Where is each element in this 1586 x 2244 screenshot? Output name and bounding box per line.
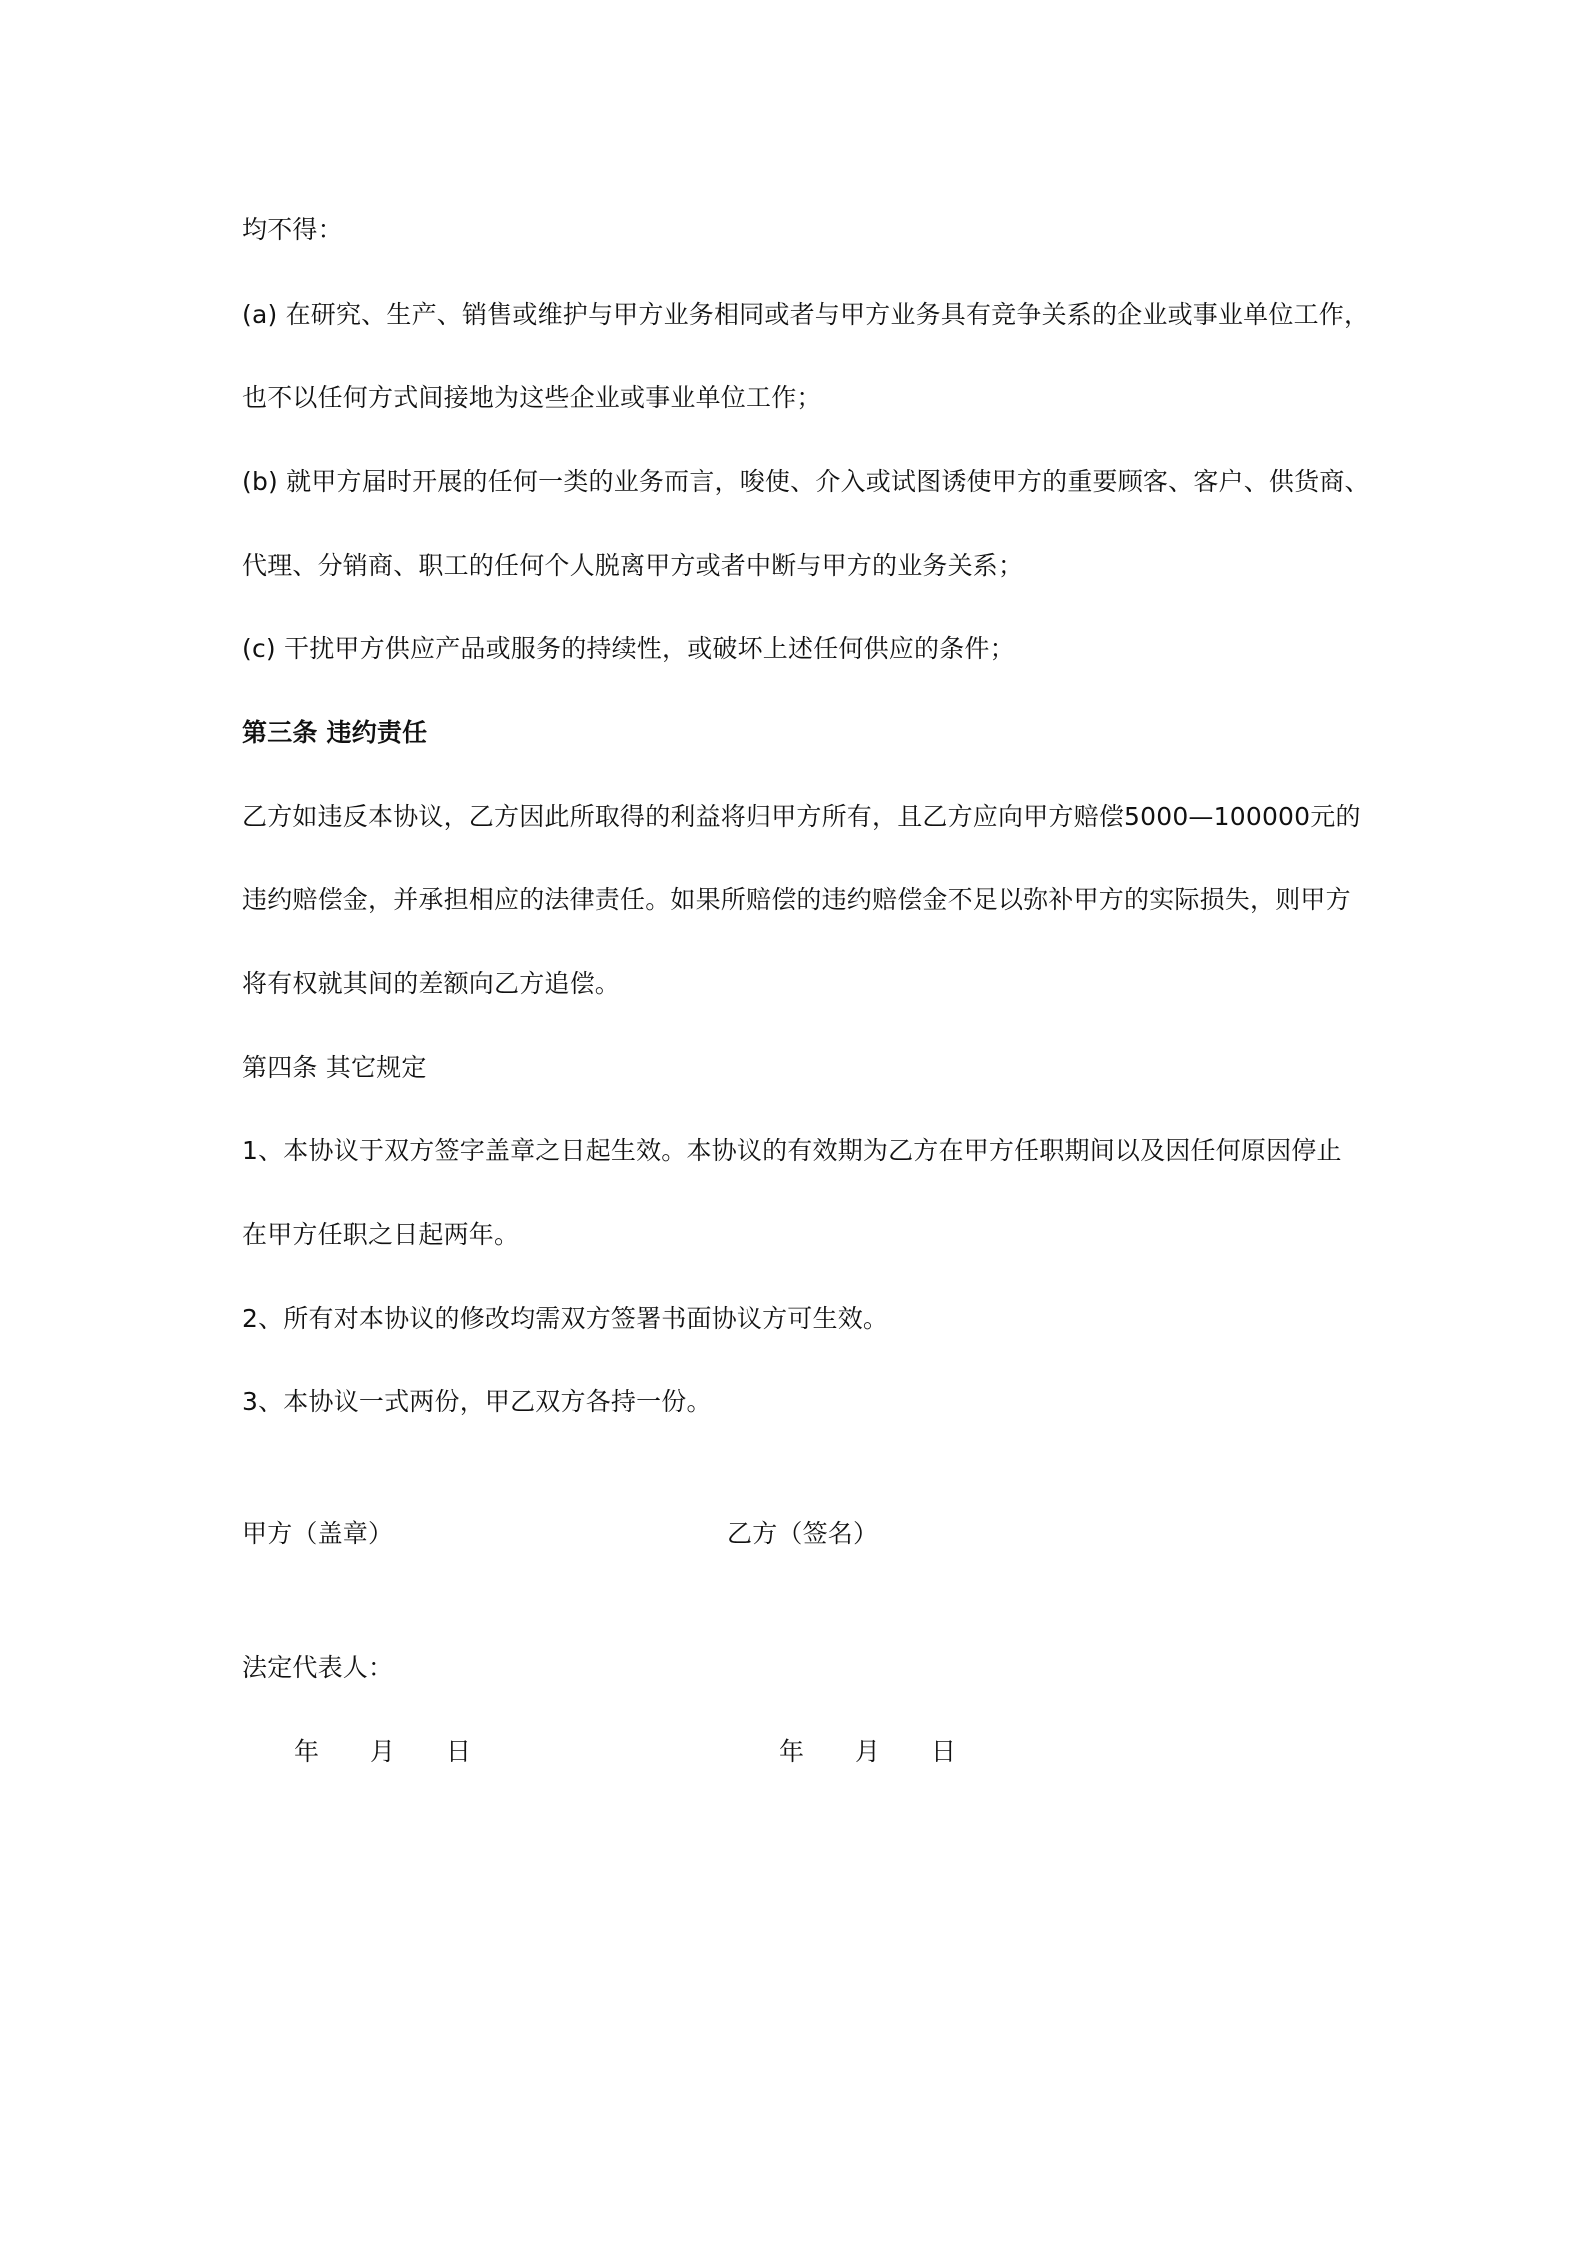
article-4-heading: 第四条 其它规定 — [242, 1053, 427, 1082]
article-3-line-3: 将有权就其间的差额向乙方追偿。 — [242, 969, 621, 998]
party-a-date — [294, 1736, 522, 1768]
article-4-line-4: 3、本协议一式两份，甲乙双方各持一份。 — [242, 1387, 712, 1416]
clause-b-line-1: (b) 就甲方届时开展的任何一类的业务而言，唆使、介入或试图诱使甲方的重要顾客、客户、供货商、 — [242, 467, 1370, 496]
date-month-label: 月 — [370, 1737, 396, 1766]
article-3-line-1: 乙方如违反本协议，乙方因此所取得的利益将归甲方所有，且乙方应向甲方赔偿5000—100000元的 — [242, 802, 1361, 831]
article-4-line-3: 2、所有对本协议的修改均需双方签署书面协议方可生效。 — [242, 1304, 889, 1333]
date-day-label: 日 — [446, 1737, 472, 1766]
article-3-heading: 第三条 违约责任 — [242, 718, 428, 747]
intro-line: 均不得： — [242, 215, 343, 244]
party-a-seal-label: 甲方（盖章） — [242, 1519, 394, 1548]
date-day-label: 日 — [931, 1737, 957, 1766]
clause-a-line-1: (a) 在研究、生产、销售或维护与甲方业务相同或者与甲方业务具有竞争关系的企业或事业单位工作， — [242, 300, 1370, 329]
date-year-label: 年 — [779, 1737, 805, 1766]
date-year-label: 年 — [294, 1737, 320, 1766]
article-4-line-1: 1、本协议于双方签字盖章之日起生效。本协议的有效期为乙方在甲方任职期间以及因任何原因停止 — [242, 1136, 1342, 1165]
clause-c-line: (c) 干扰甲方供应产品或服务的持续性，或破坏上述任何供应的条件； — [242, 634, 1015, 663]
party-b-date — [779, 1736, 1007, 1768]
party-b-signature-label: 乙方（签名） — [727, 1519, 879, 1548]
date-month-label: 月 — [855, 1737, 881, 1766]
legal-representative-label: 法定代表人： — [242, 1653, 394, 1682]
article-3-line-2: 违约赔偿金，并承担相应的法律责任。如果所赔偿的违约赔偿金不足以弥补甲方的实际损失，则甲方 — [242, 885, 1351, 914]
clause-b-line-2: 代理、分销商、职工的任何个人脱离甲方或者中断与甲方的业务关系； — [242, 551, 1024, 580]
clause-a-line-2: 也不以任何方式间接地为这些企业或事业单位工作； — [242, 383, 822, 412]
article-4-line-2: 在甲方任职之日起两年。 — [242, 1220, 520, 1249]
